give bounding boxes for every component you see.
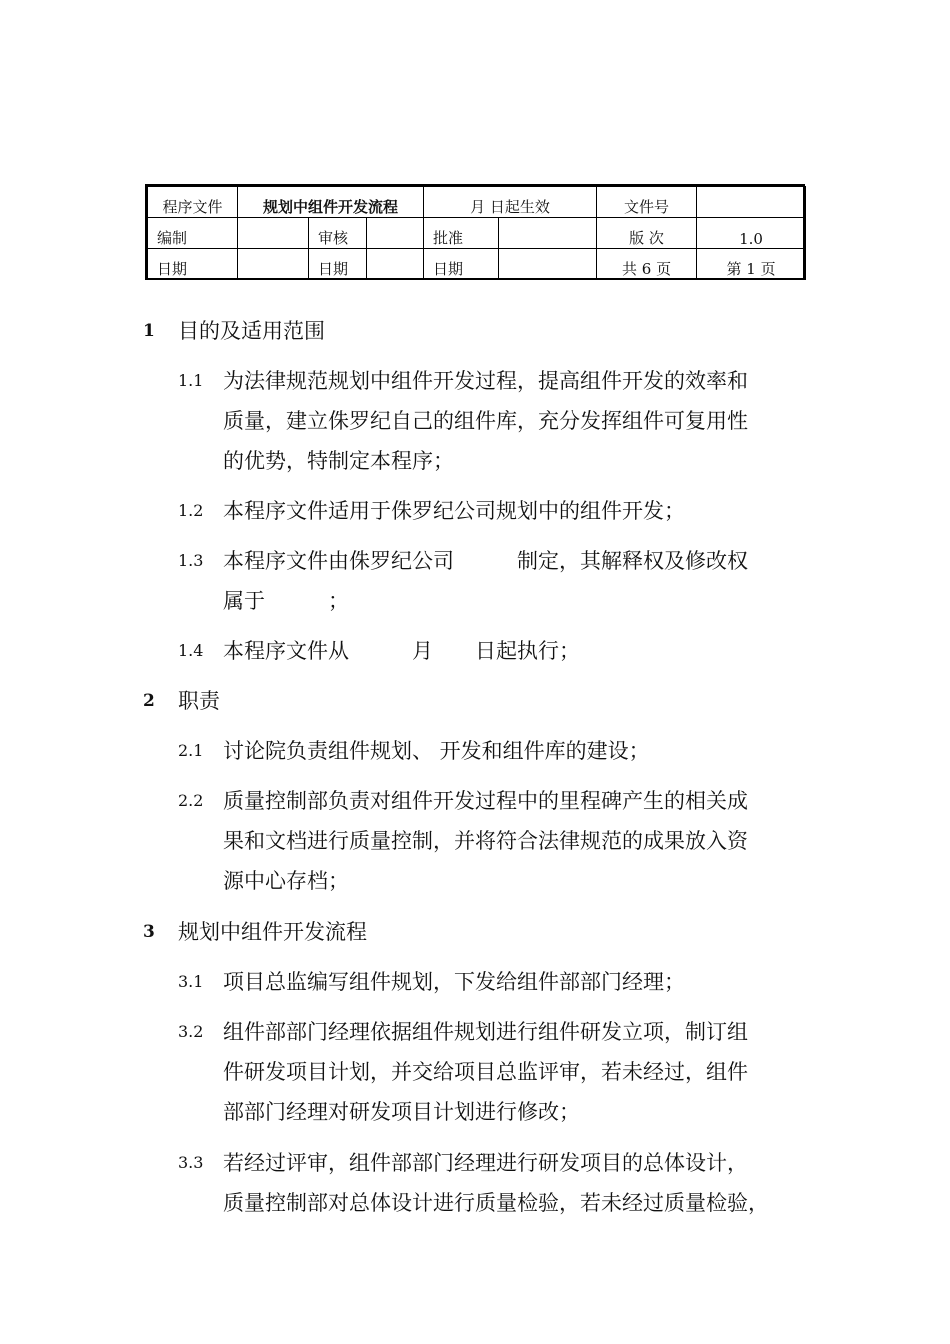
clause-text bbox=[223, 491, 808, 531]
text-line: 部部门经理对研发项目计划进行修改； bbox=[223, 1100, 580, 1124]
date-value-3 bbox=[499, 249, 597, 280]
text-line: 本程序文件从 月 日起执行； bbox=[223, 639, 580, 663]
reviewer-label: 审核 bbox=[309, 218, 367, 249]
section-title: 规划中组件开发流程 bbox=[178, 920, 367, 944]
clause-number: 3.2 bbox=[178, 1022, 204, 1041]
clause-number: 1.4 bbox=[178, 641, 204, 660]
doc-title-cell: 规划中组件开发流程 bbox=[238, 187, 424, 218]
date-label-3: 日期 bbox=[424, 249, 499, 280]
doc-type-cell: 程序文件 bbox=[148, 187, 238, 218]
page-number: 第 1 页 bbox=[697, 249, 806, 280]
date-label-2: 日期 bbox=[309, 249, 367, 280]
clause-number: 1.2 bbox=[178, 501, 204, 520]
clause-number: 1.3 bbox=[178, 551, 204, 570]
text-line: 本程序文件适用于侏罗纪公司规划中的组件开发； bbox=[223, 499, 685, 523]
file-number-value bbox=[697, 187, 806, 218]
date-label-1: 日期 bbox=[148, 249, 238, 280]
clause-text bbox=[223, 631, 808, 671]
date-value-2 bbox=[367, 249, 424, 280]
text-line: 质量，建立侏罗纪自己的组件库，充分发挥组件可复用性 bbox=[223, 409, 748, 433]
approver-label: 批准 bbox=[424, 218, 499, 249]
section-number: 1 bbox=[143, 321, 155, 341]
clause-text bbox=[223, 1143, 808, 1223]
text-line: 组件部部门经理依据组件规划进行组件研发立项，制订组 bbox=[223, 1020, 748, 1044]
text-line: 的优势，特制定本程序； bbox=[223, 449, 454, 473]
version-value: 1.0 bbox=[697, 218, 806, 249]
author-label: 编制 bbox=[148, 218, 238, 249]
effective-date-cell: 月 日起生效 bbox=[424, 187, 597, 218]
date-value-1 bbox=[238, 249, 309, 280]
clause-number: 2.2 bbox=[178, 791, 204, 810]
text-line: 属于 ； bbox=[223, 589, 349, 613]
text-line: 讨论院负责组件规划、 开发和组件库的建设； bbox=[223, 739, 650, 763]
clause-number: 3.3 bbox=[178, 1153, 204, 1172]
clause-text bbox=[223, 541, 808, 621]
total-pages: 共 6 页 bbox=[597, 249, 697, 280]
clause-text bbox=[223, 361, 808, 481]
text-line: 为法律规范规划中组件开发过程，提高组件开发的效率和 bbox=[223, 369, 748, 393]
version-label: 版 次 bbox=[597, 218, 697, 249]
document-header-table bbox=[145, 184, 805, 280]
clause-number: 1.1 bbox=[178, 371, 204, 390]
approver-value bbox=[499, 218, 597, 249]
clause-text bbox=[223, 1012, 808, 1132]
clause-number: 2.1 bbox=[178, 741, 204, 760]
file-number-label: 文件号 bbox=[597, 187, 697, 218]
section-title: 职责 bbox=[178, 689, 220, 713]
clause-text bbox=[223, 781, 808, 901]
text-line: 源中心存档； bbox=[223, 869, 349, 893]
clause-number: 3.1 bbox=[178, 972, 204, 991]
text-line: 若经过评审，组件部部门经理进行研发项目的总体设计， bbox=[223, 1151, 748, 1175]
text-line: 本程序文件由侏罗纪公司 制定，其解释权及修改权 bbox=[223, 549, 748, 573]
author-value bbox=[238, 218, 309, 249]
section-title: 目的及适用范围 bbox=[178, 319, 325, 343]
clause-text bbox=[223, 962, 808, 1002]
reviewer-value bbox=[367, 218, 424, 249]
text-line: 质量控制部负责对组件开发过程中的里程碑产生的相关成 bbox=[223, 789, 748, 813]
section-number: 2 bbox=[143, 691, 155, 711]
clause-text bbox=[223, 731, 808, 771]
section-number: 3 bbox=[143, 922, 155, 942]
text-line: 质量控制部对总体设计进行质量检验，若未经过质量检验， bbox=[223, 1191, 769, 1215]
text-line: 项目总监编写组件规划，下发给组件部部门经理； bbox=[223, 970, 685, 994]
text-line: 件研发项目计划，并交给项目总监评审，若未经过，组件 bbox=[223, 1060, 748, 1084]
text-line: 果和文档进行质量控制，并将符合法律规范的成果放入资 bbox=[223, 829, 748, 853]
